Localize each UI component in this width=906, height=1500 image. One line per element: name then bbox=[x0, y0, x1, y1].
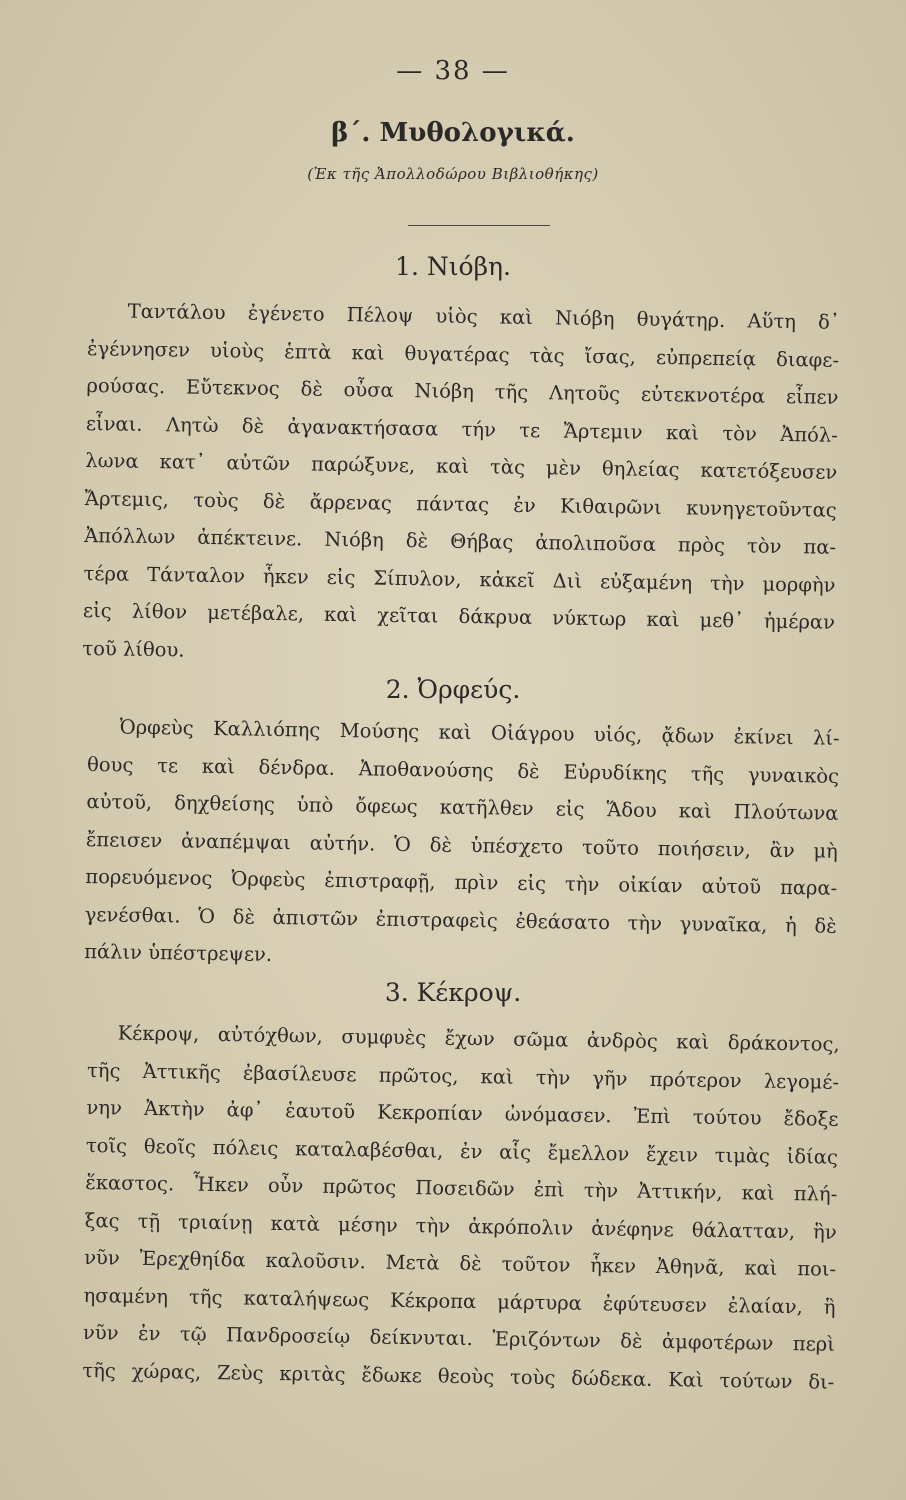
text-line: νῦν Ἐρεχθηίδα καλοῦσιν. Μετὰ δὲ τοῦτον ἧκεν Ἀθηνᾶ, καὶ ποι- bbox=[83, 1245, 837, 1281]
text-line: Ταντάλου ἐγένετο Πέλοψ υἱὸς καὶ Νιόβη θυγάτηρ. Αὕτη δ᾽ bbox=[127, 299, 840, 334]
text-line: τοῖς θεοῖς πόλεις καταλαβέσθαι, ἐν αἷς ἔμελλον ἔχειν τιμὰς ἰδίας bbox=[85, 1133, 839, 1169]
text-line: τῆς Ἀττικῆς ἐβασίλευσε πρῶτος, καὶ τὴν γῆν πρότερον λεγομέ- bbox=[86, 1058, 840, 1094]
text-line: τῆς χώρας, Ζεὺς κριτὰς ἔδωκε θεοὺς τοὺς δώδεκα. Καὶ τούτων δι- bbox=[82, 1358, 835, 1394]
text-line: πάλιν ὑπέστρεψεν. bbox=[83, 939, 273, 966]
story-text-orpheus bbox=[84, 708, 840, 982]
text-line: τέρα Τάνταλον ἧκεν εἰς Σίπυλον, κἀκεῖ Διὶ εὐξαμένη τὴν μορφὴν bbox=[83, 561, 836, 597]
story-text-kekrops bbox=[82, 1014, 840, 1401]
text-line: εἰς λίθον μετέβαλε, καὶ χεῖται δάκρυα νύκτωρ καὶ μεθ᾽ ἡμέραν bbox=[82, 598, 836, 634]
text-line: νῦν ἐν τῷ Πανδροσείῳ δείκνυται. Ἐριζόντων δὲ ἀμφοτέρων περὶ bbox=[82, 1320, 836, 1356]
story-title-kekrops: 3. Κέκροψ. bbox=[384, 978, 522, 1007]
text-line: πορευόμενος Ὀρφεὺς ἐπιστραφῇ, πρὶν εἰς τὴν οἰκίαν αὐτοῦ παρα- bbox=[85, 864, 838, 900]
section-heading: β΄. Μυθολογικά. bbox=[331, 118, 575, 148]
text-line: Ἀπόλλων ἀπέκτεινε. Νιόβη δὲ Θήβας ἀπολιποῦσα πρὸς τὸν πα- bbox=[83, 523, 837, 559]
text-line: εἶναι. Λητὼ δὲ ἀγανακτήσασα τήν τε Ἄρτεμιν καὶ τὸν Ἀπόλ- bbox=[85, 411, 839, 447]
section-subtitle: (Ἐκ τῆς Ἀπολλοδώρου Βιβλιοθήκης) bbox=[307, 165, 599, 183]
page-number: — 38 — bbox=[396, 56, 510, 86]
text-line: λωνα κατ᾽ αὐτῶν παρώξυνε, καὶ τὰς μὲν θηλείας κατετόξευσεν bbox=[85, 448, 838, 484]
text-line: Ὀρφεὺς Καλλιόπης Μούσης καὶ Οἰάγρου υἱός, ᾄδων ἐκίνει λί- bbox=[119, 715, 840, 750]
story-title-niobe: 1. Νιόβη. bbox=[395, 252, 511, 281]
text-line: ησαμένη τῆς καταλήψεως Κέκροπα μάρτυρα ἐφύτευσεν ἐλαίαν, ἣ bbox=[83, 1283, 836, 1319]
text-line: ἐγέννησεν υἱοὺς ἑπτὰ καὶ θυγατέρας τὰς ἴσας, εὐπρεπείᾳ διαφε- bbox=[86, 336, 840, 372]
text-line: τοῦ λίθου. bbox=[82, 636, 185, 662]
text-line: Ἄρτεμις, τοὺς δὲ ἄρρενας πάντας ἐν Κιθαιρῶνι κυνηγετοῦντας bbox=[84, 486, 837, 522]
text-line: Κέκροψ, αὐτόχθων, συμφυὲς ἔχων σῶμα ἀνδρὸς καὶ δράκοντος, bbox=[117, 1021, 840, 1056]
text-line: θους τε καὶ δένδρα. Ἀποθανούσης δὲ Εὐρυδίκης τῆς γυναικὸς bbox=[86, 752, 840, 788]
text-line: νην Ἀκτὴν ἀφ᾽ ἑαυτοῦ Κεκροπίαν ὠνόμασεν. Ἐπὶ τούτου ἔδοξε bbox=[86, 1095, 839, 1131]
text-line: ἕκαστος. Ἧκεν οὖν πρῶτος Ποσειδῶν ἐπὶ τὴν Ἀττικήν, καὶ πλή- bbox=[85, 1170, 838, 1206]
text-line: αὐτοῦ, δηχθείσης ὑπὸ ὄφεως κατῆλθεν εἰς Ἅδου καὶ Πλούτωνα bbox=[86, 789, 839, 825]
story-text-niobe bbox=[82, 292, 840, 679]
text-line: ἔπεισεν ἀναπέμψαι αὐτήν. Ὁ δὲ ὑπέσχετο τοῦτο ποιήσειν, ἂν μὴ bbox=[85, 827, 839, 863]
text-line: ρούσας. Εὔτεκνος δὲ οὖσα Νιόβη τῆς Λητοῦς εὐτεκνοτέρα εἶπεν bbox=[86, 373, 839, 409]
divider-rule bbox=[408, 225, 550, 226]
text-line: γενέσθαι. Ὁ δὲ ἀπιστῶν ἐπιστραφεὶς ἐθεάσατο τὴν γυναῖκα, ἡ δὲ bbox=[84, 902, 837, 938]
text-line: ξας τῇ τριαίνῃ κατὰ μέσην τὴν ἀκρόπολιν ἀνέφηνε θάλατταν, ἣν bbox=[84, 1208, 837, 1244]
story-title-orpheus: 2. Ὀρφεύς. bbox=[385, 675, 521, 704]
